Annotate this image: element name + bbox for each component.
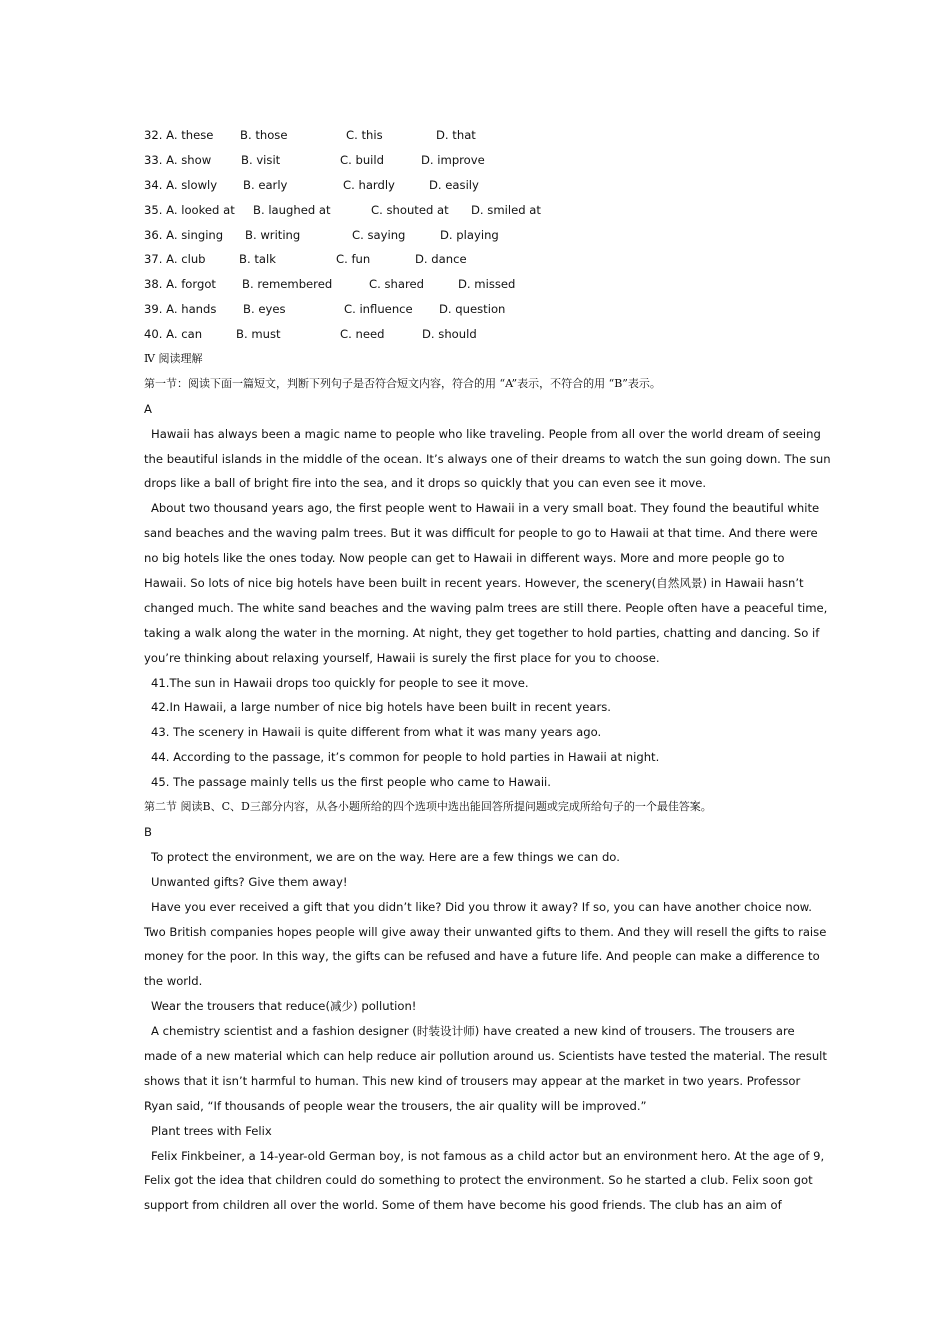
part1-instruction: 第一节：阅读下面一篇短文，判断下列句子是否符合短文内容，符合的用 “A”表示，不符合的用 “B”表示。	[144, 376, 661, 390]
passage-a-label: A	[144, 401, 152, 416]
passage-b-subheading: Wear the trousers that reduce(减少) pollution!	[151, 999, 417, 1014]
option-c: C. saying	[352, 227, 406, 242]
option-a: 33. A. show	[144, 152, 212, 167]
passage-a-line: changed much. The white sand beaches and the waving palm trees are still there. People often have a peaceful time,	[144, 600, 828, 615]
statement-45: 45. The passage mainly tells us the first people who came to Hawaii.	[151, 775, 551, 790]
passage-b-line: shows that it isn’t harmful to human. This new kind of trousers may appear at the market in two years. Professor	[144, 1073, 801, 1088]
option-c: C. influence	[344, 302, 413, 317]
passage-b-line: To protect the environment, we are on the way. Here are a few things we can do.	[151, 849, 620, 864]
option-a: 38. A. forgot	[144, 277, 216, 292]
passage-a-line: the beautiful islands in the middle of the ocean. It’s always one of their dreams to watch the sun going down. The sun	[144, 451, 831, 466]
option-a: 35. A. looked at	[144, 202, 235, 217]
option-b: B. laughed at	[253, 202, 331, 217]
option-a: 32. A. these	[144, 128, 214, 142]
option-a: 34. A. slowly	[144, 177, 218, 192]
question-35	[144, 198, 809, 223]
option-a: 36. A. singing	[144, 227, 224, 242]
question-40	[144, 322, 809, 347]
passage-a-line: About two thousand years ago, the first people went to Hawaii in a very small boat. They found the beautiful white	[151, 501, 820, 516]
option-d: D. dance	[415, 252, 467, 267]
passage-a-line: you’re thinking about relaxing yourself, Hawaii is surely the first place for you to choose.	[144, 650, 660, 665]
question-34	[144, 173, 809, 198]
passage-b-line: money for the poor. In this way, the gifts can be refused and have a future life. And people can make a difference to	[144, 949, 820, 964]
passage-b-line: Felix Finkbeiner, a 14-year-old German boy, is not famous as a child actor but an environment hero. At the age of 9,	[151, 1148, 825, 1163]
option-b: B. must	[236, 327, 281, 342]
passage-a-line: taking a walk along the water in the morning. At night, they get together to hold parties, chatting and dancing. So if	[144, 625, 820, 640]
passage-b-line: A chemistry scientist and a fashion designer (时装设计师) have created a new kind of trousers. The trousers are	[151, 1024, 795, 1039]
question-33	[144, 148, 809, 173]
option-c: C. build	[340, 152, 384, 167]
passage-a-line: Hawaii. So lots of nice big hotels have been built in recent years. However, the scenery(自然风景) in Hawaii hasn’t	[144, 576, 804, 591]
option-b: B. visit	[241, 152, 281, 167]
question-39	[144, 297, 809, 322]
option-c: C. this	[346, 128, 383, 142]
option-c: C. fun	[336, 252, 371, 267]
statement-42: 42.In Hawaii, a large number of nice big hotels have been built in recent years.	[151, 700, 611, 715]
option-b: B. talk	[239, 252, 276, 267]
option-d: D. missed	[458, 277, 516, 292]
question-36	[144, 223, 809, 248]
option-d: D. improve	[421, 152, 485, 167]
statement-43: 43. The scenery in Hawaii is quite different from what it was many years ago.	[151, 725, 602, 740]
option-b: B. remembered	[242, 277, 333, 292]
passage-b-line: Felix got the idea that children could do something to protect the environment. So he started a club. Felix soon got	[144, 1173, 813, 1188]
passage-b-line: Two British companies hopes people will give away their unwanted gifts to them. And they will resell the gifts to raise	[144, 924, 827, 939]
passage-a-line: sand beaches and the waving palm trees. But it was difficult for people to go to Hawaii at that time. And there were	[144, 526, 818, 541]
passage-b-label: B	[144, 824, 152, 839]
passage-b-subheading: Plant trees with Felix	[151, 1123, 272, 1138]
passage-a-line: Hawaii has always been a magic name to people who like traveling. People from all over the world dream of seeing	[151, 426, 821, 441]
option-b: B. eyes	[243, 302, 286, 317]
question-38	[144, 272, 809, 297]
passage-a-line: drops like a ball of bright fire into the sea, and it drops so quickly that you can even see it move.	[144, 476, 707, 491]
option-d: D. playing	[440, 227, 499, 242]
option-a: 40. A. can	[144, 327, 203, 342]
option-c: C. need	[340, 327, 385, 342]
passage-a-line: no big hotels like the ones today. Now people can get to Hawaii in different ways. More and more people go to	[144, 551, 785, 566]
option-c: C. hardly	[343, 177, 395, 192]
option-c: C. shouted at	[371, 202, 449, 217]
option-d: D. easily	[429, 177, 479, 192]
passage-b-line: Have you ever received a gift that you didn’t like? Did you throw it away? If so, you can have another choice now.	[151, 899, 812, 914]
passage-b-line: made of a new material which can help reduce air pollution around us. Scientists have tested the material. The result	[144, 1048, 827, 1063]
option-c: C. shared	[369, 277, 424, 292]
section-heading: Ⅳ 阅读理解	[144, 352, 203, 366]
option-d: D. question	[439, 302, 506, 317]
passage-b-subheading: Unwanted gifts? Give them away!	[151, 874, 348, 889]
option-d: D. that	[436, 128, 476, 142]
option-b: B. those	[240, 128, 288, 142]
option-b: B. writing	[245, 227, 301, 242]
question-37	[144, 247, 809, 272]
passage-b-line: Ryan said, “If thousands of people wear the trousers, the air quality will be improved.”	[144, 1098, 647, 1113]
question-32	[144, 123, 809, 148]
option-a: 37. A. club	[144, 252, 206, 267]
passage-b-line: the world.	[144, 974, 203, 989]
part2-instruction: 第二节 阅读B、C、D三部分内容，从各小题所给的四个选项中选出能回答所提问题或完成所给句子的一个最佳答案。	[144, 800, 712, 814]
option-d: D. smiled at	[471, 202, 541, 217]
statement-41: 41.The sun in Hawaii drops too quickly for people to see it move.	[151, 675, 529, 690]
option-d: D. should	[422, 327, 477, 342]
option-a: 39. A. hands	[144, 302, 217, 317]
option-b: B. early	[243, 177, 288, 192]
statement-44: 44. According to the passage, it’s common for people to hold parties in Hawaii at night.	[151, 750, 660, 765]
passage-b-line: support from children all over the world. Some of them have become his good friends. The club has an aim of	[144, 1198, 782, 1213]
document-content	[144, 123, 831, 1218]
